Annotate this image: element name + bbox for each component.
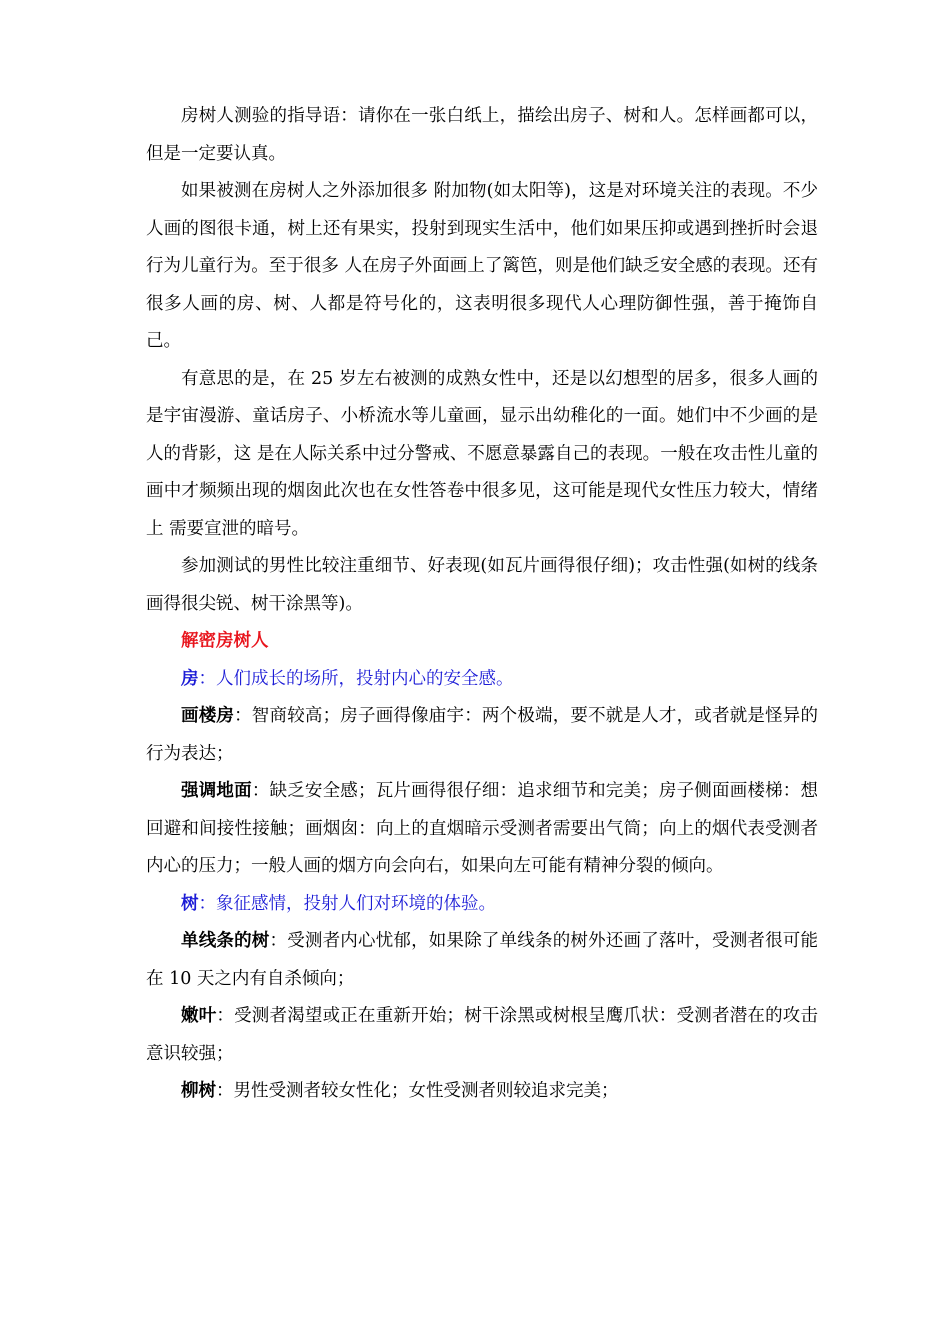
section-title (146, 623, 818, 661)
tree-item-willow (146, 1073, 818, 1111)
house-item-text: ：缺乏安全感；瓦片画得很仔细：追求细节和完美；房子侧面画楼梯：想回避和间接性接触；画烟囱：向上的直烟暗示受测者需要出气筒；向上的烟代表受测者内心的压力；一般人画的烟方向会向右，如果向左可能有精神分裂的倾向。 (146, 781, 819, 876)
tree-item-text: ：男性受测者较女性化；女性受测者则较追求完美； (216, 1081, 619, 1101)
tree-item-single-line (146, 923, 818, 998)
tree-item-text: ：受测者内心忧郁，如果除了单线条的树外还画了落叶，受测者很可能在 10 天之内有自杀倾向； (146, 931, 818, 989)
tree-item-term: 单线条的树 (181, 931, 270, 951)
tree-item-young-leaves (146, 998, 818, 1073)
tree-item-term: 嫩叶 (181, 1006, 217, 1026)
house-item-term: 画楼房 (181, 706, 235, 726)
tree-heading (146, 886, 818, 924)
house-item-term: 强调地面 (181, 781, 252, 801)
tree-label: 树 (181, 893, 199, 914)
house-desc: ：人们成长的场所，投射内心的安全感。 (198, 668, 514, 689)
tree-item-text: ：受测者渴望或正在重新开始；树干涂黑或树根呈鹰爪状：受测者潜在的攻击意识较强； (146, 1006, 819, 1064)
house-label: 房 (181, 668, 199, 689)
section-title-text: 解密房树人 (181, 631, 269, 651)
paragraph-men: 参加测试的男性比较注重细节、好表现(如瓦片画得很仔细)；攻击性强(如树的线条画得很尖锐、树干涂黑等)。 (146, 556, 818, 614)
tree-desc: ：象征感情，投射人们对环境的体验。 (198, 893, 496, 914)
paragraph-instructions: 房树人测验的指导语：请你在一张白纸上，描绘出房子、树和人。怎样画都可以，但是一定要认真。 (146, 106, 818, 164)
tree-item-term: 柳树 (181, 1081, 216, 1101)
paragraph-additions: 如果被测在房树人之外添加很多 附加物(如太阳等)，这是对环境关注的表现。不少人画的图很卡通，树上还有果实，投射到现实生活中，他们如果压抑或遇到挫折时会退行为儿童行为。至于很多 人在房子外面画上了篱笆，则是他们缺乏安全感的表现。还有很多人画的房、树、人都是符号化的，这表明很多现代人心理防御性强，善于掩饰自己。 (146, 181, 818, 351)
house-heading (146, 661, 818, 699)
document-page (146, 98, 818, 1111)
house-item-text: ：智商较高；房子画得像庙宇：两个极端，要不就是人才，或者就是怪异的行为表达； (146, 706, 819, 764)
house-item-building (146, 698, 818, 773)
paragraph-women: 有意思的是，在 25 岁左右被测的成熟女性中，还是以幻想型的居多，很多人画的是宇宙漫游、童话房子、小桥流水等儿童画，显示出幼稚化的一面。她们中不少画的是人的背影，这 是在人际关系中过分警戒、不愿意暴露自己的表现。一般在攻击性儿童的画中才频频出现的烟囱此次也在女性答卷中很多见，这可能是现代女性压力较大，情绪上 需要宣泄的暗号。 (146, 368, 818, 539)
house-item-ground (146, 773, 818, 886)
